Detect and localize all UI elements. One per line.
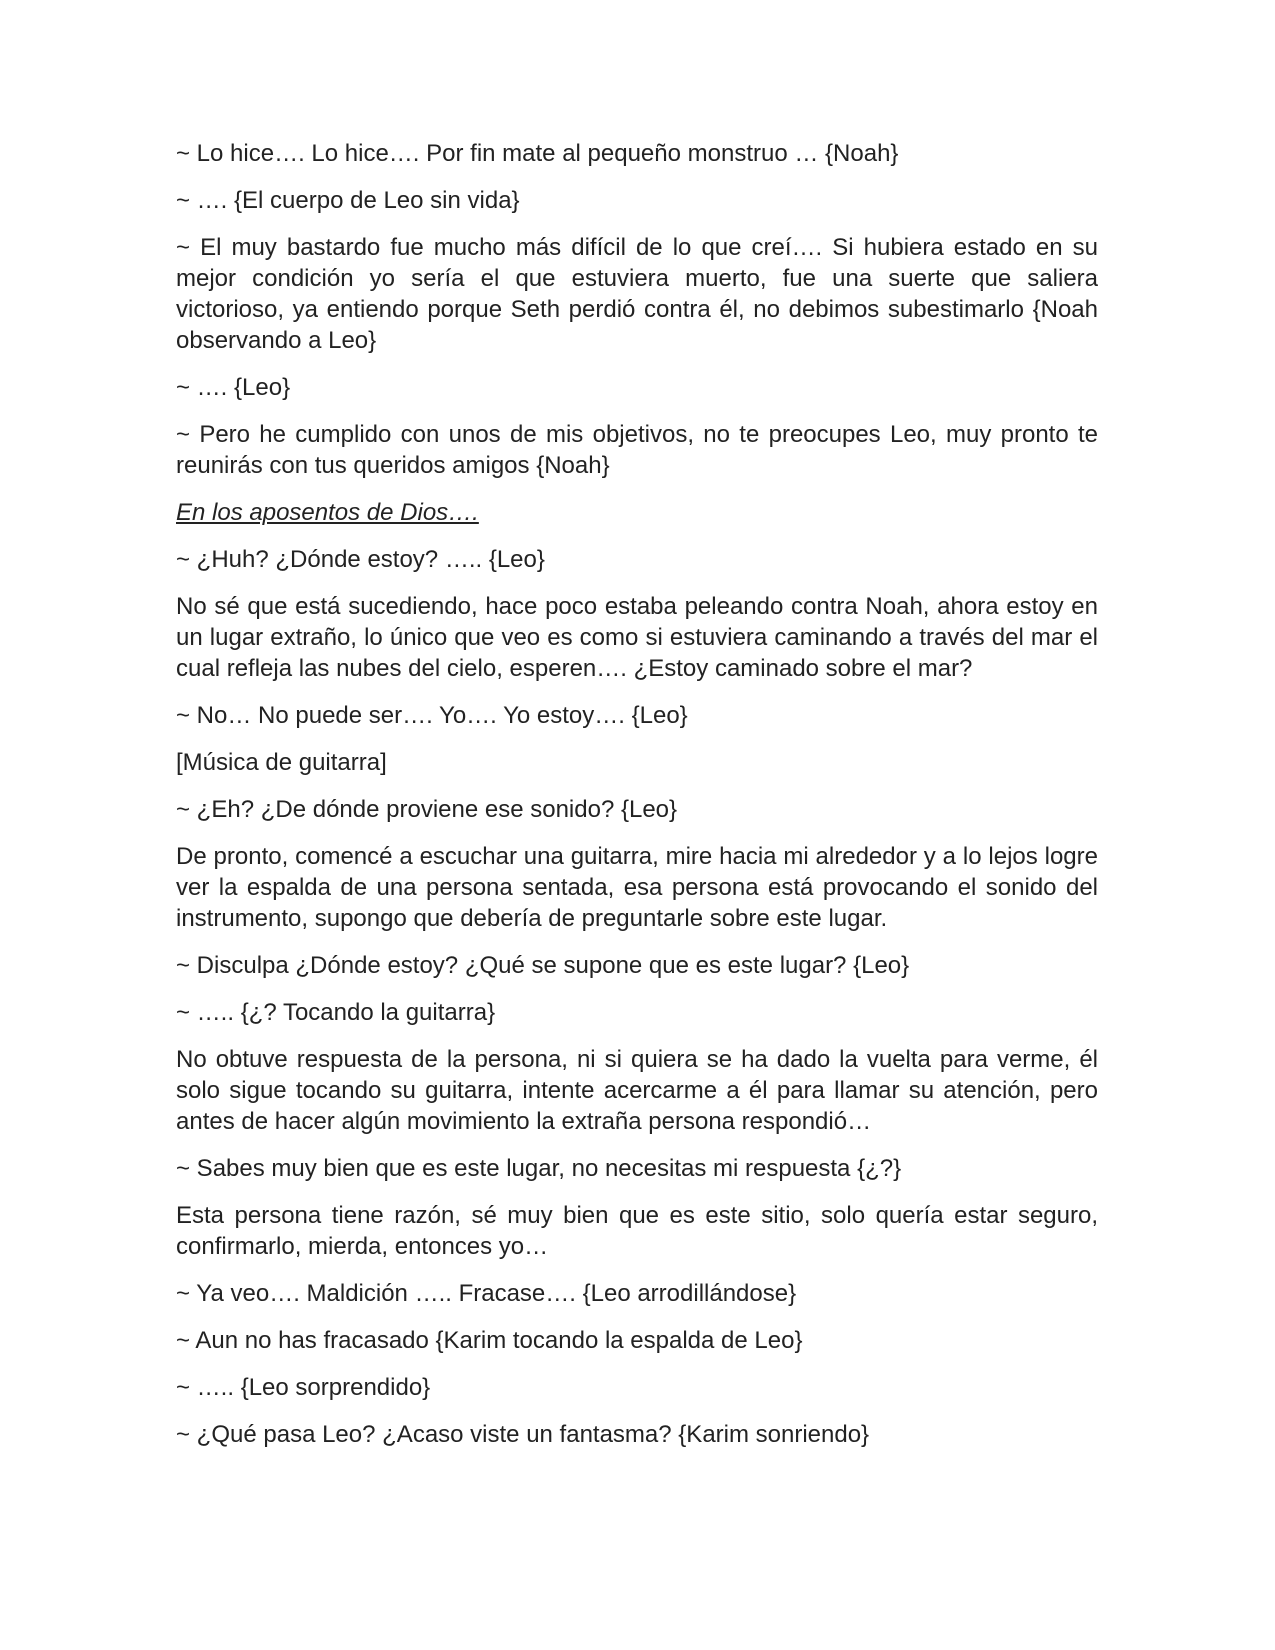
dialogue-line: ~ Lo hice…. Lo hice…. Por fin mate al pequeño monstruo … {Noah} (176, 140, 899, 167)
dialogue-line: ~ …. {Leo} (176, 374, 291, 401)
dialogue-line: ~ ….. {¿? Tocando la guitarra} (176, 999, 496, 1026)
dialogue-line: ~ No… No puede ser…. Yo…. Yo estoy…. {Leo} (176, 702, 688, 729)
document-page (176, 138, 1098, 1466)
sound-effect-line: [Música de guitarra] (176, 749, 387, 776)
dialogue-line: ~ Aun no has fracasado {Karim tocando la espalda de Leo} (176, 1327, 803, 1354)
dialogue-line: ~ Sabes muy bien que es este lugar, no necesitas mi respuesta {¿?} (176, 1155, 902, 1182)
scene-heading-text: En los aposentos de Dios…. (176, 499, 479, 526)
narration-paragraph: De pronto, comencé a escuchar una guitarra, mire hacia mi alrededor y a lo lejos logre ver la espalda de una persona sentada, esa persona está provocando el sonido del instrumento, supongo que debería de preguntarle sobre este lugar. (176, 843, 1098, 932)
narration-paragraph: No obtuve respuesta de la persona, ni si quiera se ha dado la vuelta para verme, él solo sigue tocando su guitarra, intente acercarme a él para llamar su atención, pero antes de hacer algún movimiento la extraña persona respondió… (176, 1046, 1098, 1135)
narration-paragraph: No sé que está sucediendo, hace poco estaba peleando contra Noah, ahora estoy en un lugar extraño, lo único que veo es como si estuviera caminando a través del mar el cual refleja las nubes del cielo, esperen…. ¿Estoy caminado sobre el mar? (176, 593, 1098, 682)
dialogue-line: ~ El muy bastardo fue mucho más difícil de lo que creí…. Si hubiera estado en su mejor condición yo sería el que estuviera muerto, fue una suerte que saliera victorioso, ya entiendo porque Seth perdió contra él, no debimos subestimarlo {Noah observando a Leo} (176, 234, 1098, 354)
narration-paragraph: Esta persona tiene razón, sé muy bien que es este sitio, solo quería estar seguro, confirmarlo, mierda, entonces yo… (176, 1202, 1098, 1260)
dialogue-line: ~ Ya veo…. Maldición ….. Fracase…. {Leo arrodillándose} (176, 1280, 797, 1307)
dialogue-line: ~ …. {El cuerpo de Leo sin vida} (176, 187, 520, 214)
dialogue-line: ~ ….. {Leo sorprendido} (176, 1374, 431, 1401)
scene-heading (176, 497, 1098, 528)
dialogue-line: ~ ¿Eh? ¿De dónde proviene ese sonido? {Leo} (176, 796, 678, 823)
dialogue-line: ~ ¿Qué pasa Leo? ¿Acaso viste un fantasma? {Karim sonriendo} (176, 1421, 870, 1448)
dialogue-line: ~ ¿Huh? ¿Dónde estoy? ….. {Leo} (176, 546, 545, 573)
dialogue-line: ~ Pero he cumplido con unos de mis objetivos, no te preocupes Leo, muy pronto te reunirás con tus queridos amigos {Noah} (176, 421, 1098, 479)
dialogue-line: ~ Disculpa ¿Dónde estoy? ¿Qué se supone que es este lugar? {Leo} (176, 952, 910, 979)
